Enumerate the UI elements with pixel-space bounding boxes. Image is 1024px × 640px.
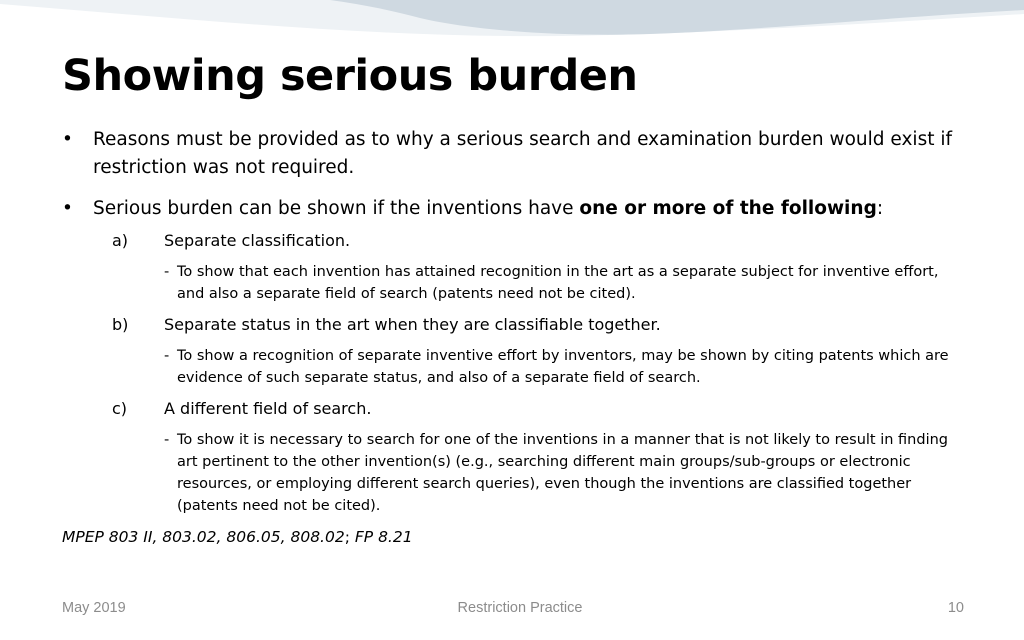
sub-item-detail [164,429,967,517]
sub-item-text: Separate status in the art when they are classifiable together. [164,315,661,334]
sub-item-detail [164,261,967,305]
detail-text: To show a recognition of separate inventive effort by inventors, may be shown by citing patents which are evidence of such separate status, and also of a separate field of search. [177,348,949,386]
bullet-text: Reasons must be provided as to why a serious search and examination burden would exist if restriction was not required. [93,129,952,178]
detail-text: To show that each invention has attained recognition in the art as a separate subject for inventive effort, and also a separate field of search (patents need not be cited). [177,264,939,302]
sub-item-marker: c) [112,399,128,418]
bullet-item [62,126,972,182]
bullet-item [62,195,972,223]
header-wave-decoration [0,0,1024,48]
footer-page-number: 10 [947,600,964,616]
detail-dash: - [164,432,170,448]
footer-presentation-title: Restriction Practice [457,600,583,616]
sub-item-text: A different field of search. [164,399,372,418]
citation-form-paragraph: FP 8.21 [354,528,413,546]
sub-item-c [62,397,972,421]
citation-mpep: MPEP 803 II, 803.02, 806.05, 808.02 [62,528,345,546]
sub-item-detail [164,345,967,389]
citation [62,525,972,549]
bullet-colon: : [876,198,884,219]
sub-item-marker: a) [112,231,129,250]
sub-item-a [62,229,972,253]
bullet-marker: • [62,129,73,150]
citation-separator: ; [344,528,355,546]
bullet-marker: • [62,198,73,219]
detail-text: To show it is necessary to search for one of the inventions in a manner that is not likely to result in finding art pertinent to the other invention(s) (e.g., searching different main groups/sub-groups or electronic resources, or employing different search queries), even though the inventions are classified together (patents need not be cited). [177,432,948,514]
slide-body [62,126,972,549]
detail-dash: - [164,264,170,280]
detail-dash: - [164,348,170,364]
sub-item-b [62,313,972,337]
sub-item-text: Separate classification. [164,231,351,250]
bullet-text: Serious burden can be shown if the inventions have [93,198,580,219]
sub-item-marker: b) [112,315,129,334]
bullet-emphasis: one or more of the following [579,198,877,219]
slide-title: Showing serious burden [62,51,638,101]
footer-date: May 2019 [62,600,126,616]
